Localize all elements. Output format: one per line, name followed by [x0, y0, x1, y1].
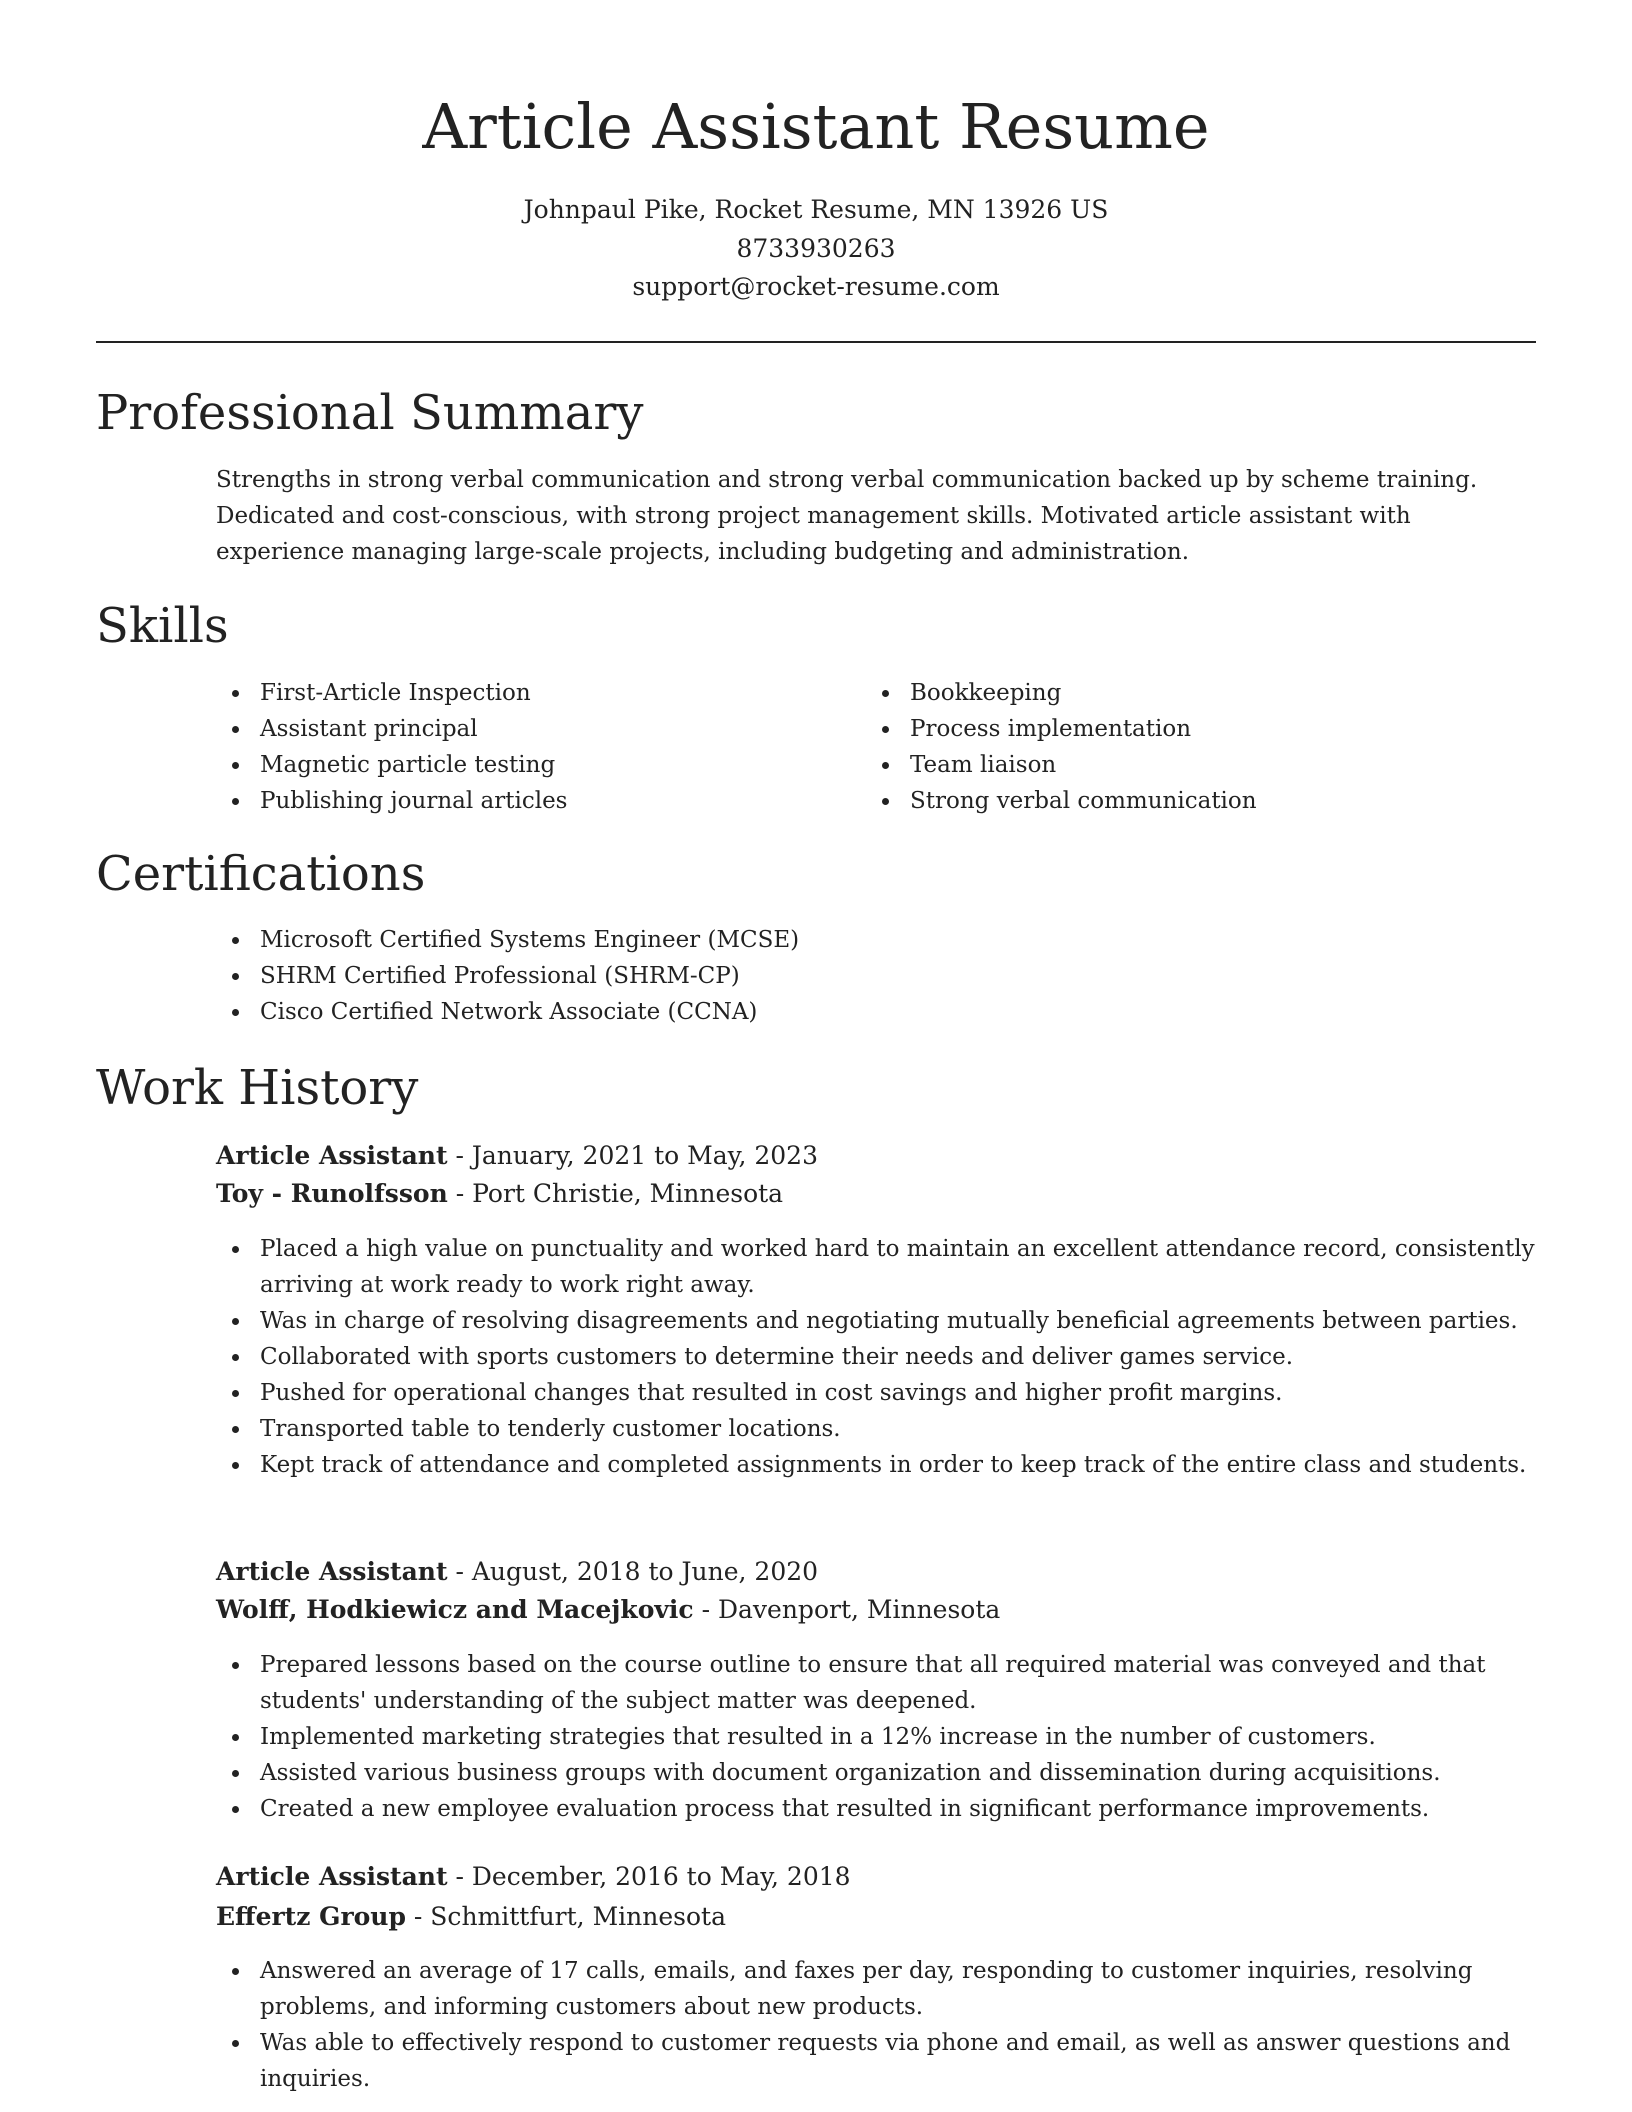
- job-dates: - December, 2016 to May, 2018: [447, 1862, 851, 1891]
- job-location: - Schmittfurt, Minnesota: [405, 1902, 727, 1931]
- job-bullet: Was in charge of resolving disagreements and negotiating mutually beneficial agreements between parties.: [216, 1303, 1536, 1339]
- skills-list-left: [216, 675, 816, 819]
- job-bullet: Prepared lessons based on the course outline to ensure that all required material was conveyed and that students' understanding of the subject matter was deepened.: [216, 1647, 1536, 1719]
- certification-item: SHRM Certified Professional (SHRM-CP): [216, 958, 1536, 994]
- job-location: - Davenport, Minnesota: [693, 1595, 1001, 1624]
- job-title: Article Assistant: [216, 1141, 448, 1170]
- job-company-line: [216, 1898, 1536, 1936]
- job-company: Effertz Group: [216, 1902, 406, 1931]
- job-title: Article Assistant: [216, 1862, 448, 1891]
- job-dates: - January, 2021 to May, 2023: [447, 1141, 818, 1170]
- skill-item: Publishing journal articles: [216, 783, 816, 819]
- skill-item: Strong verbal communication: [866, 783, 1506, 819]
- job-title-line: [216, 1858, 1536, 1896]
- contact-email: support@rocket-resume.com: [632, 272, 1000, 301]
- job-company-line: [216, 1175, 1536, 1213]
- skill-item: Team liaison: [866, 747, 1506, 783]
- job-location: - Port Christie, Minnesota: [447, 1179, 784, 1208]
- summary-heading: Professional Summary: [96, 385, 644, 441]
- certifications-heading: Certifications: [96, 846, 426, 902]
- job-bullet: Pushed for operational changes that resulted in cost savings and higher profit margins.: [216, 1375, 1536, 1411]
- job-bullets: [216, 1647, 1536, 1827]
- work-history-heading: Work History: [96, 1060, 419, 1116]
- job-bullet: Assisted various business groups with document organization and dissemination during acquisitions.: [216, 1755, 1536, 1791]
- job-bullet: Created a new employee evaluation process that resulted in significant performance improvements.: [216, 1791, 1536, 1827]
- job-bullet: Kept track of attendance and completed assignments in order to keep track of the entire class and students.: [216, 1447, 1536, 1483]
- job-bullet: Transported table to tenderly customer locations.: [216, 1411, 1536, 1447]
- certification-item: Microsoft Certified Systems Engineer (MCSE): [216, 922, 1536, 958]
- job-company: Toy - Runolfsson: [216, 1179, 448, 1208]
- job-bullet: Placed a high value on punctuality and worked hard to maintain an excellent attendance record, consistently arriving at work ready to work right away.: [216, 1231, 1536, 1303]
- job-company: Wolff, Hodkiewicz and Macejkovic: [216, 1595, 694, 1624]
- job-title-line: [216, 1553, 1536, 1591]
- resume-title: Article Assistant Resume: [422, 90, 1210, 163]
- contact-address: Johnpaul Pike, Rocket Resume, MN 13926 US: [523, 195, 1109, 224]
- job-title-line: [216, 1137, 1536, 1175]
- job-bullet: Implemented marketing strategies that resulted in a 12% increase in the number of customers.: [216, 1719, 1536, 1755]
- job-dates: - August, 2018 to June, 2020: [447, 1557, 819, 1586]
- job-bullet: Answered an average of 17 calls, emails, and faxes per day, responding to customer inquiries, resolving problems, and informing customers about new products.: [216, 1953, 1536, 2025]
- summary-text: Strengths in strong verbal communication and strong verbal communication backed up by scheme training. Dedicated and cost-conscious, with strong project management skills. Motivated article assistant with experience managing large-scale projects, including budgeting and administration.: [216, 467, 1478, 565]
- skills-list-right: [866, 675, 1506, 819]
- skill-item: Process implementation: [866, 711, 1506, 747]
- job-bullets: [216, 1231, 1536, 1483]
- skill-item: Assistant principal: [216, 711, 816, 747]
- header-divider: [96, 341, 1536, 343]
- skill-item: First-Article Inspection: [216, 675, 816, 711]
- job-bullets: [216, 1953, 1536, 2097]
- contact-phone: 8733930263: [736, 234, 896, 263]
- job-bullet: Collaborated with sports customers to determine their needs and deliver games service.: [216, 1339, 1536, 1375]
- certification-item: Cisco Certified Network Associate (CCNA): [216, 994, 1536, 1030]
- skill-item: Magnetic particle testing: [216, 747, 816, 783]
- skill-item: Bookkeeping: [866, 675, 1506, 711]
- job-company-line: [216, 1591, 1536, 1629]
- certifications-list: [216, 922, 1536, 1030]
- job-bullet: Was able to effectively respond to customer requests via phone and email, as well as answer questions and inquiries.: [216, 2025, 1536, 2097]
- job-title: Article Assistant: [216, 1557, 448, 1586]
- skills-heading: Skills: [96, 598, 229, 654]
